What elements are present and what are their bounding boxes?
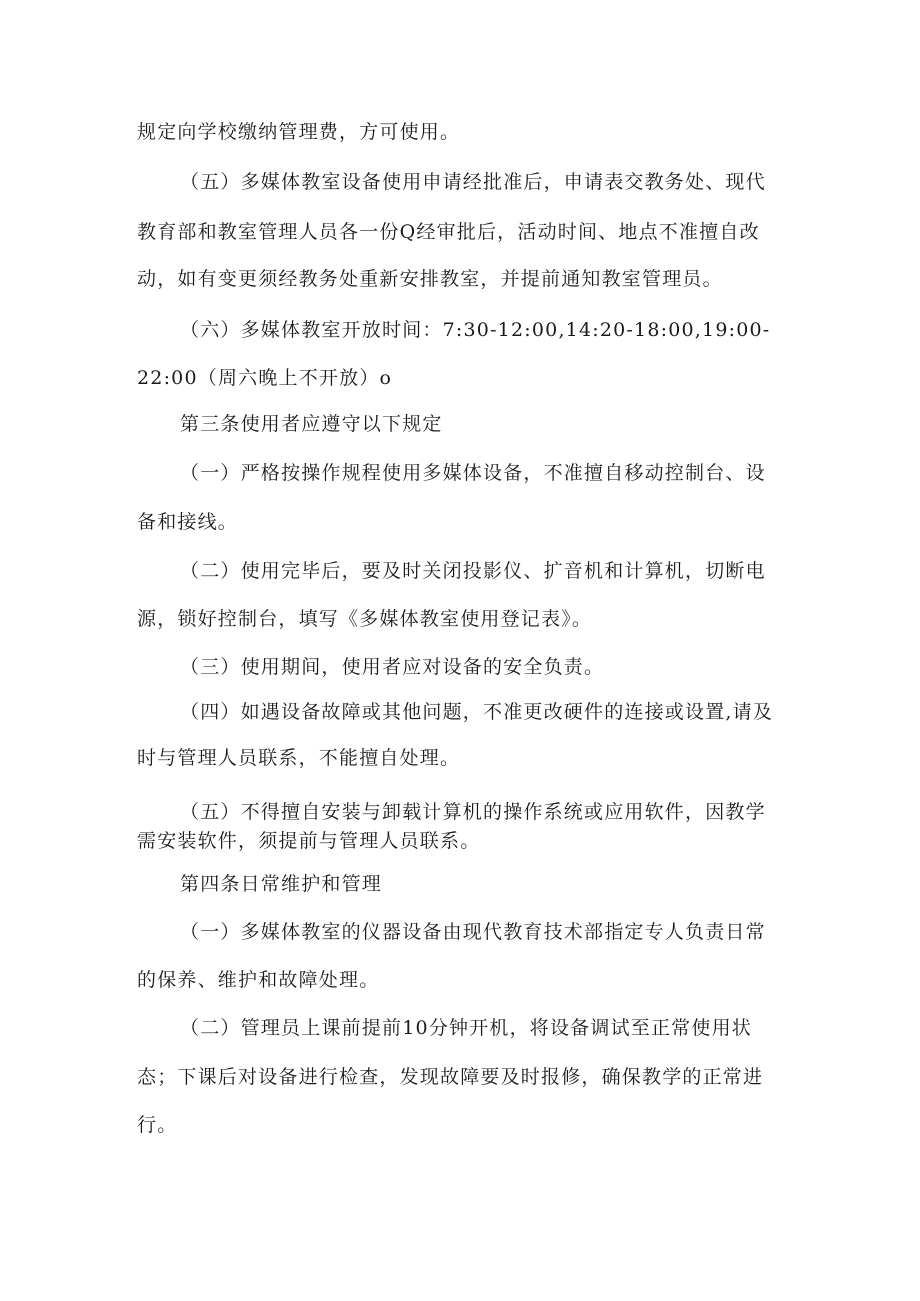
text-line: 动，如有变更须经教务处重新安排教室，并提前通知教室管理员。 <box>137 268 723 290</box>
paragraph-line: （二）使用完毕后，要及时关闭投影仪、扩音机和计算机，切断电 <box>180 560 766 582</box>
section-heading: 第四条日常维护和管理 <box>180 873 383 895</box>
paragraph-line: （五）不得擅自安装与卸载计算机的操作系统或应用软件，因教学 <box>180 801 766 823</box>
paragraph-line: （四）如遇设备故障或其他问题，不准更改硬件的连接或设置,请及 <box>180 701 774 723</box>
text-line: 行。 <box>137 1114 178 1136</box>
text-line: 规定向学校缴纳管理费，方可使用。 <box>137 121 461 143</box>
section-heading: 第三条使用者应遵守以下规定 <box>180 413 443 435</box>
text-line: 态；下课后对设备进行检查，发现故障要及时报修，确保教学的正常进 <box>137 1066 764 1088</box>
paragraph-line: （三）使用期间，使用者应对设备的安全负责。 <box>180 656 605 678</box>
text-line: 需安装软件，须提前与管理人员联系。 <box>137 830 481 852</box>
text-line: 源，锁好控制台，填写《多媒体教室使用登记表》。 <box>137 608 593 630</box>
paragraph-line: （一）多媒体教室的仪器设备由现代教育技术部指定专人负责日常 <box>180 921 766 943</box>
paragraph-line: （六）多媒体教室开放时间：7:30-12:00,14:20-18:00,19:00- <box>180 319 771 341</box>
text-line: 时与管理人员联系，不能擅自处理。 <box>137 747 461 769</box>
paragraph-line: （五）多媒体教室设备使用申请经批准后，申请表交教务处、现代 <box>180 171 766 193</box>
text-line: 备和接线。 <box>137 511 239 533</box>
text-line: 教育部和教室管理人员各一份Q经审批后，活动时间、地点不准擅自改 <box>137 221 760 243</box>
paragraph-line: （二）管理员上课前提前10分钟开机，将设备调试至正常使用状 <box>180 1017 752 1039</box>
paragraph-line: （一）严格按操作规程使用多媒体设备，不准擅自移动控制台、设 <box>180 462 766 484</box>
text-line: 的保养、维护和故障处理。 <box>137 969 380 991</box>
text-line: 22:00（周六晚上不开放）o <box>137 367 393 389</box>
